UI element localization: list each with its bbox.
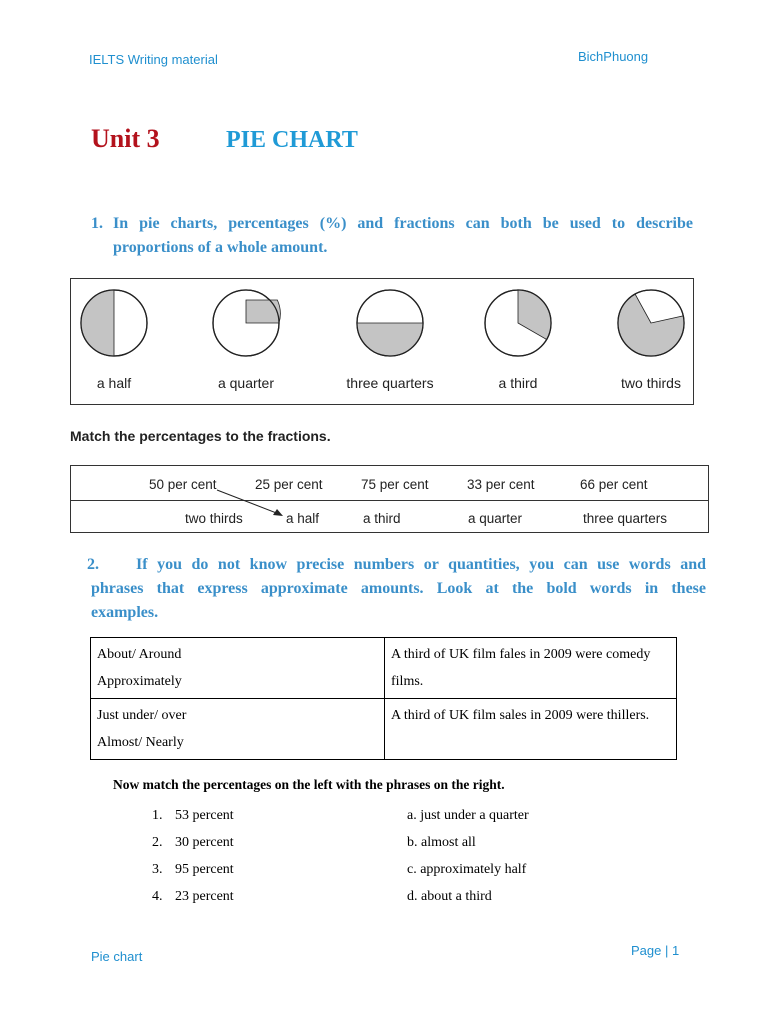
match-fraction-three-quarters: three quarters <box>583 511 668 526</box>
section2-line1: If you do not know precise numbers or quantities, you can use words and <box>136 556 706 573</box>
cell-line: films. <box>391 674 424 689</box>
footer-left-text: Pie chart <box>91 949 143 964</box>
cell-line: Almost/ Nearly <box>97 735 184 750</box>
pie-slice <box>81 290 114 356</box>
cell-line: About/ Around <box>97 647 182 662</box>
match-fraction-half: a half <box>286 511 320 526</box>
list-number: 2. <box>152 835 163 850</box>
section1-line1: In pie charts, percentages (%) and fractions can both be used to describe <box>113 215 693 232</box>
matching-divider <box>71 500 708 501</box>
percent-item: 53 percent <box>175 808 234 823</box>
header-right-text: BichPhuong <box>578 49 649 64</box>
match-example-arrow <box>213 480 293 520</box>
percent-item: 23 percent <box>175 889 234 904</box>
pie-slice <box>246 300 280 323</box>
table-cell <box>385 699 677 760</box>
cell-line <box>391 729 670 756</box>
table-row <box>91 638 677 699</box>
pie-label-three-quarters: three quarters <box>346 375 434 391</box>
table-cell <box>91 638 385 699</box>
cell-line: A third of UK film sales in 2009 were thillers. <box>391 708 650 723</box>
fractions-pie-figure <box>70 278 694 405</box>
phrase-item: d. about a third <box>407 889 492 904</box>
match-percent-33: 33 per cent <box>467 477 535 492</box>
cell-line: Just under/ over <box>97 708 187 723</box>
list-number: 1. <box>152 808 163 823</box>
pie-two-thirds <box>618 290 684 356</box>
match-fraction-third: a third <box>363 511 401 526</box>
unit-heading: Unit 3 <box>91 124 160 153</box>
phrase-item: a. just under a quarter <box>407 808 529 823</box>
table-cell <box>91 699 385 760</box>
pie-label-quarter: a quarter <box>217 375 275 391</box>
page-title: PIE CHART <box>226 127 358 153</box>
match-percent-25: 25 per cent <box>255 477 323 492</box>
phrase-item: c. approximately half <box>407 862 527 877</box>
percent-item: 95 percent <box>175 862 234 877</box>
pie-half <box>81 290 147 356</box>
pie-quarter <box>213 290 280 356</box>
pie-label-half: a half <box>96 375 132 391</box>
match-heading: Match the percentages to the fractions. <box>70 428 331 444</box>
header-left-text: IELTS Writing material <box>89 52 218 67</box>
match-fraction-two-thirds: two thirds <box>185 511 243 526</box>
pie-slice <box>357 323 423 356</box>
pie-three-quarters <box>357 290 423 356</box>
cell-line: Approximately <box>97 674 182 689</box>
match-percent-75: 75 per cent <box>361 477 429 492</box>
page-number: Page | 1 <box>631 943 680 958</box>
pie-label-third: a third <box>498 375 538 391</box>
section2-number: 2. <box>87 556 99 573</box>
phrase-item: b. almost all <box>407 835 476 850</box>
section2-line3: examples. <box>91 604 159 621</box>
list-number: 4. <box>152 889 163 904</box>
list-number: 3. <box>152 862 163 877</box>
example-table <box>90 637 677 760</box>
table-cell <box>385 638 677 699</box>
table-row <box>91 699 677 760</box>
pie-third <box>485 290 551 356</box>
match-percent-50: 50 per cent <box>149 477 217 492</box>
percent-item: 30 percent <box>175 835 234 850</box>
section1-line2: proportions of a whole amount. <box>113 239 328 256</box>
section2-line2: phrases that express approximate amounts. Look at the bold words in these <box>91 580 706 597</box>
match-percent-66: 66 per cent <box>580 477 648 492</box>
matching-box <box>70 465 709 533</box>
match-fraction-quarter: a quarter <box>468 511 523 526</box>
section1-number: 1. <box>91 215 103 232</box>
cell-line: A third of UK film fales in 2009 were comedy <box>391 647 651 662</box>
now-match-instruction: Now match the percentages on the left with the phrases on the right. <box>113 777 505 792</box>
pie-label-two-thirds: two thirds <box>621 375 681 391</box>
